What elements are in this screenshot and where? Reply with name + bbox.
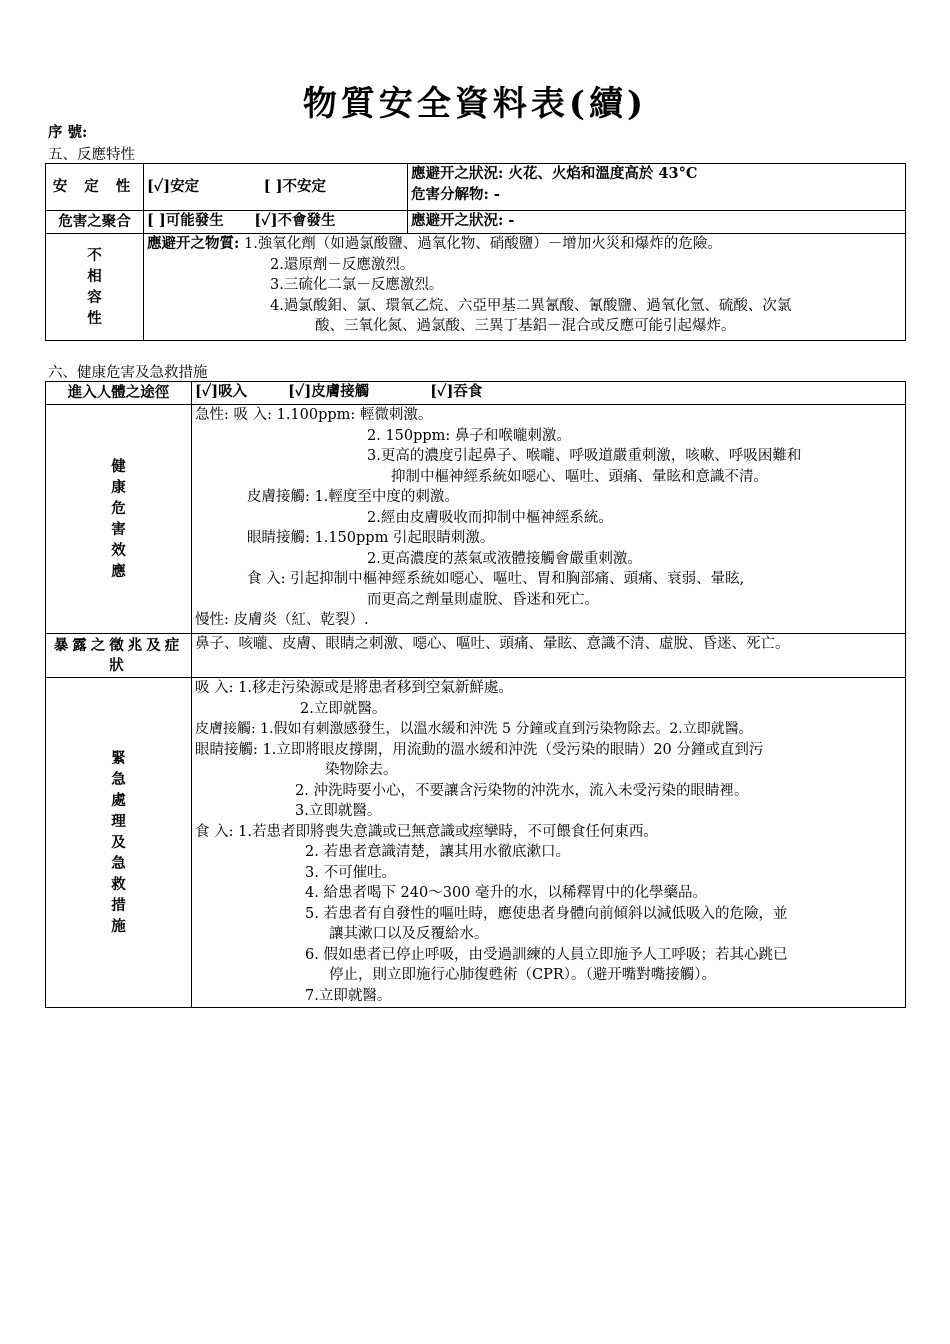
polymerization-conditions <box>408 211 906 234</box>
effects-line: 2.經由皮膚吸收而抑制中樞神經系統。 <box>367 509 613 526</box>
first-aid-line: 停止，則立即施行心肺復甦術（CPR）。（避开嘴對嘴接觸）。 <box>329 967 717 983</box>
incompat-lead: 應避开之物質: <box>147 235 240 252</box>
effects-line: 慢性: 皮膚炎（紅、乾裂）. <box>195 612 369 628</box>
effects-line: 食 入: 引起抑制中樞神經系統如噁心、嘔吐、胃和胸部痛、頭痛、衰弱、暈眩, <box>247 571 745 587</box>
first-aid-line: 染物除去。 <box>325 762 398 778</box>
health-hazard-table <box>45 381 906 1008</box>
first-aid-line: 食 入: 1.若患者即將喪失意識或已無意識或痙攣時，不可餵食任何東西。 <box>195 823 658 840</box>
first-aid-line: 5. 若患者有自發性的嘔吐時，應使患者身體向前傾斜以減低吸入的危險，並 <box>305 905 788 922</box>
symptoms-text <box>192 634 906 678</box>
route-skin: [✓]皮膚接觸 <box>288 383 370 400</box>
symptoms-description: 鼻子、咳嚨、皮膚、眼睛之刺激、噁心、嘔吐、頭痛、暈眩、意識不清、虛脫、昏迷、死亡。 <box>195 636 790 652</box>
first-aid-line: 2.立即就醫。 <box>300 700 387 717</box>
effects-line: 2. 150ppm: 鼻子和喉嚨刺激。 <box>367 427 571 444</box>
route-inhalation: [✓]吸入 <box>195 383 248 400</box>
polymerization-avoid-conditions: 應避开之狀況: - <box>411 212 515 229</box>
first-aid-line: 3.立即就醫。 <box>295 803 382 819</box>
incompatibility-label: 不 相 容 性 <box>46 234 144 341</box>
effects-line: 抑制中樞神經系統如噁心、嘔吐、頭痛、暈眩和意識不清。 <box>391 468 768 485</box>
incompat-item: 4.過氯酸鉬、氯、環氧乙烷、六亞甲基二異氰酸、氰酸鹽、過氧化氫、硫酸、次氯 <box>270 297 792 314</box>
polymerization-options <box>144 211 408 234</box>
effects-line: 急性: 吸 入: 1.100ppm: 輕微刺激。 <box>195 407 433 423</box>
route-ingestion: [✓]吞食 <box>430 383 483 400</box>
stable-option: [✓]安定 <box>147 177 200 195</box>
first-aid-measures <box>192 678 906 1008</box>
first-aid-line: 2. 若患者意識清楚，讓其用水徹底漱口。 <box>305 844 570 860</box>
first-aid-line: 4. 給患者喝下 240～300 毫升的水，以稀釋胃中的化學藥品。 <box>305 885 708 901</box>
incompat-item: 1.強氧化劑（如過氯酸鹽、過氧化物、硝酸鹽）－增加火災和爆炸的危險。 <box>243 236 722 252</box>
will-not-occur-option: [✓]不會發生 <box>254 212 336 229</box>
document-title: 物質安全資料表(續) <box>302 84 648 124</box>
first-aid-label: 緊 急 處 理 及 急 救 措 施 <box>46 678 192 1008</box>
first-aid-line: 眼睛接觸: 1.立即將眼皮撐開，用流動的溫水緩和沖洗（受污染的眼睛）20 分鐘或直到污 <box>195 741 764 758</box>
effects-line: 2.更高濃度的蒸氣或液體接觸會嚴重刺激。 <box>367 550 642 567</box>
section5-heading: 五、反應特性 <box>48 147 135 163</box>
health-effects <box>192 405 906 634</box>
first-aid-line: 吸 入: 1.移走污染源或是將患者移到空氣新鮮處。 <box>195 680 513 696</box>
effects-line: 3.更高的濃度引起鼻子、喉嚨、呼吸道嚴重刺激，咳嗽、呼吸困難和 <box>367 448 802 464</box>
incompat-item: 酸、三氧化氮、過氯酸、三異丁基鋁－混合或反應可能引起爆炸。 <box>315 318 736 334</box>
first-aid-line: 2. 沖洗時要小心，不要讓含污染物的沖洗水，流入未受污染的眼睛裡。 <box>295 782 749 799</box>
section6-heading: 六、健康危害及急救措施 <box>48 365 208 381</box>
stability-conditions <box>408 164 906 211</box>
decomposition-products: 危害分解物: - <box>411 185 500 203</box>
first-aid-line: 皮膚接觸: 1.假如有刺激感發生，以溫水緩和沖洗 5 分鐘或直到污染物除去。2.立即就醫。 <box>195 721 753 737</box>
incompat-item: 3.三硫化二氯－反應激烈。 <box>270 277 444 293</box>
first-aid-line: 7.立即就醫。 <box>305 987 392 1004</box>
reactivity-table <box>45 163 906 341</box>
serial-number-label: 序 號: <box>48 124 88 141</box>
effects-line: 皮膚接觸: 1.輕度至中度的刺激。 <box>247 489 459 505</box>
first-aid-line: 3. 不可催吐。 <box>305 864 396 881</box>
stability-label: 安 定 性 <box>46 164 144 211</box>
may-occur-option: [ ]可能發生 <box>147 212 224 229</box>
exposure-routes <box>192 382 906 405</box>
effects-line: 眼睛接觸: 1.150ppm 引起眼睛刺激。 <box>247 530 495 546</box>
first-aid-line: 6. 假如患者已停止呼吸，由受過訓練的人員立即施予人工呼吸；若其心跳已 <box>305 946 788 963</box>
incompatible-materials <box>144 234 906 341</box>
stability-avoid-conditions: 應避开之狀況: 火花、火焰和溫度高於 43°C <box>411 165 698 182</box>
incompat-item: 2.還原劑－反應激烈。 <box>270 256 415 273</box>
polymerization-label: 危害之聚合 <box>46 211 144 234</box>
unstable-option: [ ]不安定 <box>263 177 326 195</box>
symptoms-label: 暴露之徵兆及症狀 <box>46 634 192 678</box>
exposure-route-label: 進入人體之途徑 <box>46 382 192 405</box>
first-aid-line: 讓其漱口以及反覆給水。 <box>329 926 489 942</box>
stability-options <box>144 164 408 211</box>
health-effects-label: 健 康 危 害 效 應 <box>46 405 192 634</box>
effects-line: 而更高之劑量則虛脫、昏迷和死亡。 <box>367 591 599 608</box>
